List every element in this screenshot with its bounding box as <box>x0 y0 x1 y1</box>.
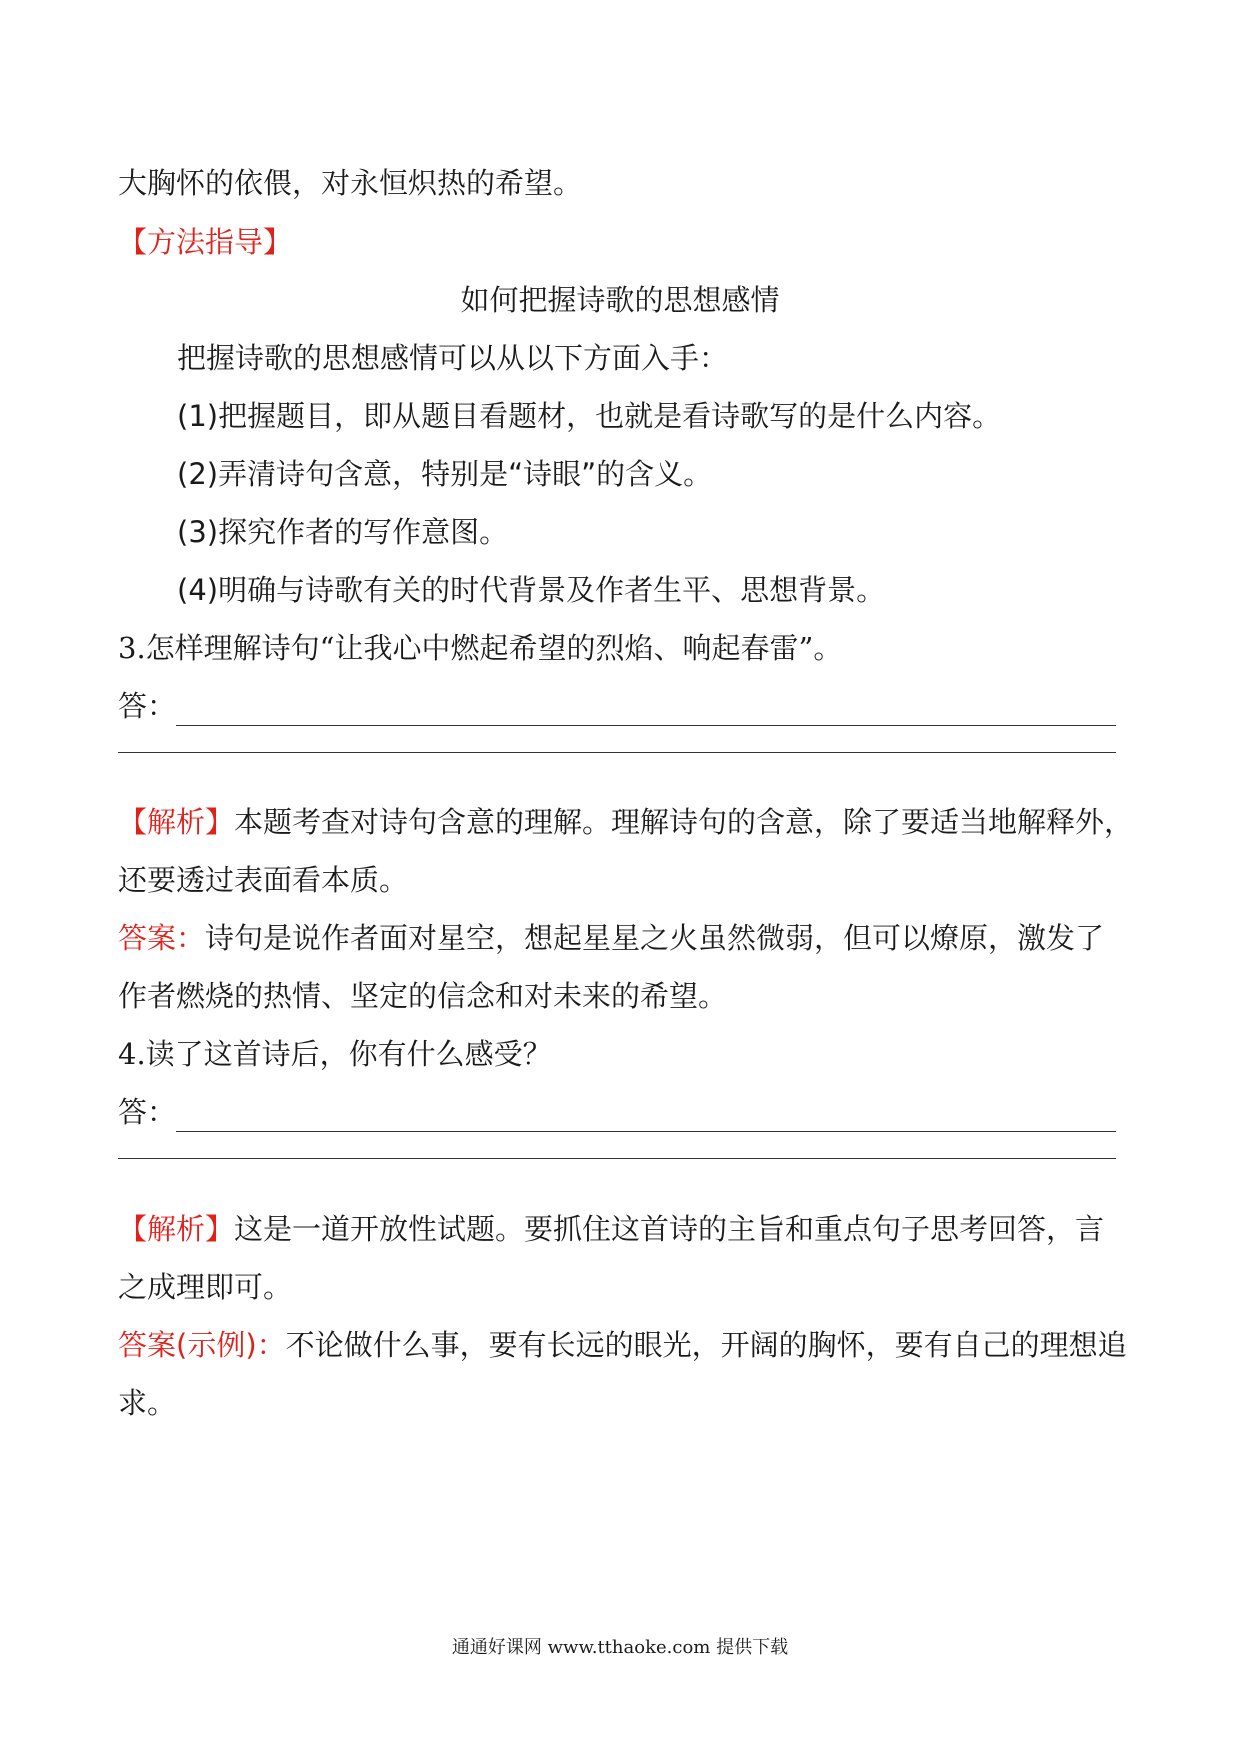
answer-prompt: 答： <box>118 689 177 723</box>
analysis-text-cont: 之成理即可。 <box>118 1270 293 1304</box>
answer-q3 <box>118 918 1104 958</box>
answer-prompt: 答： <box>118 1095 177 1129</box>
answer-text-cont: 作者燃烧的热情、坚定的信念和对未来的希望。 <box>118 979 728 1013</box>
analysis-text: 这是一道开放性试题。要抓住这首诗的主旨和重点句子思考回答，言 <box>234 1212 1105 1246</box>
continuation-text: 大胸怀的依偎，对永恒炽热的希望。 <box>118 166 583 200</box>
answer-q4 <box>118 1325 1127 1365</box>
question-4: 4.读了这首诗后，你有什么感受？ <box>118 1037 552 1071</box>
method-point: (2)弄清诗句含意，特别是“诗眼”的含义。 <box>177 457 713 491</box>
answer-text: 不论做什么事，要有长远的眼光，开阔的胸怀，要有自己的理想追 <box>285 1328 1127 1362</box>
method-title: 如何把握诗歌的思想感情 <box>460 283 780 317</box>
answer-label: 答案： <box>118 921 206 955</box>
analysis-label: 【解析】 <box>118 1212 235 1246</box>
answer-blank[interactable] <box>176 1105 1116 1132</box>
answer-line-q3 <box>118 686 1116 726</box>
page-footer: 通通好课网 www.tthaoke.com 提供下载 <box>451 1637 789 1658</box>
method-point: (3)探究作者的写作意图。 <box>177 515 509 549</box>
analysis-label: 【解析】 <box>118 805 235 839</box>
answer-blank[interactable] <box>176 699 1116 726</box>
answer-label: 答案(示例)： <box>118 1328 286 1362</box>
method-point: (1)把握题目，即从题目看题材，也就是看诗歌写的是什么内容。 <box>177 399 1002 433</box>
analysis-q3 <box>118 802 1133 842</box>
answer-text-cont: 求。 <box>118 1386 177 1420</box>
analysis-q4 <box>118 1209 1104 1249</box>
method-point: (4)明确与诗歌有关的时代背景及作者生平、思想背景。 <box>177 573 886 607</box>
answer-blank-rule[interactable] <box>118 752 1116 753</box>
answer-text: 诗句是说作者面对星空，想起星星之火虽然微弱，但可以燎原，激发了 <box>205 921 1105 955</box>
analysis-text-cont: 还要透过表面看本质。 <box>118 863 409 897</box>
answer-line-q4 <box>118 1092 1116 1132</box>
answer-blank-rule[interactable] <box>118 1158 1116 1159</box>
question-3: 3.怎样理解诗句“让我心中燃起希望的烈焰、响起春雷”。 <box>118 631 843 665</box>
analysis-text: 本题考查对诗句含意的理解。理解诗句的含意，除了要适当地解释外， <box>234 805 1134 839</box>
method-intro: 把握诗歌的思想感情可以从以下方面入手： <box>177 341 729 375</box>
method-guidance-label: 【方法指导】 <box>118 225 293 259</box>
